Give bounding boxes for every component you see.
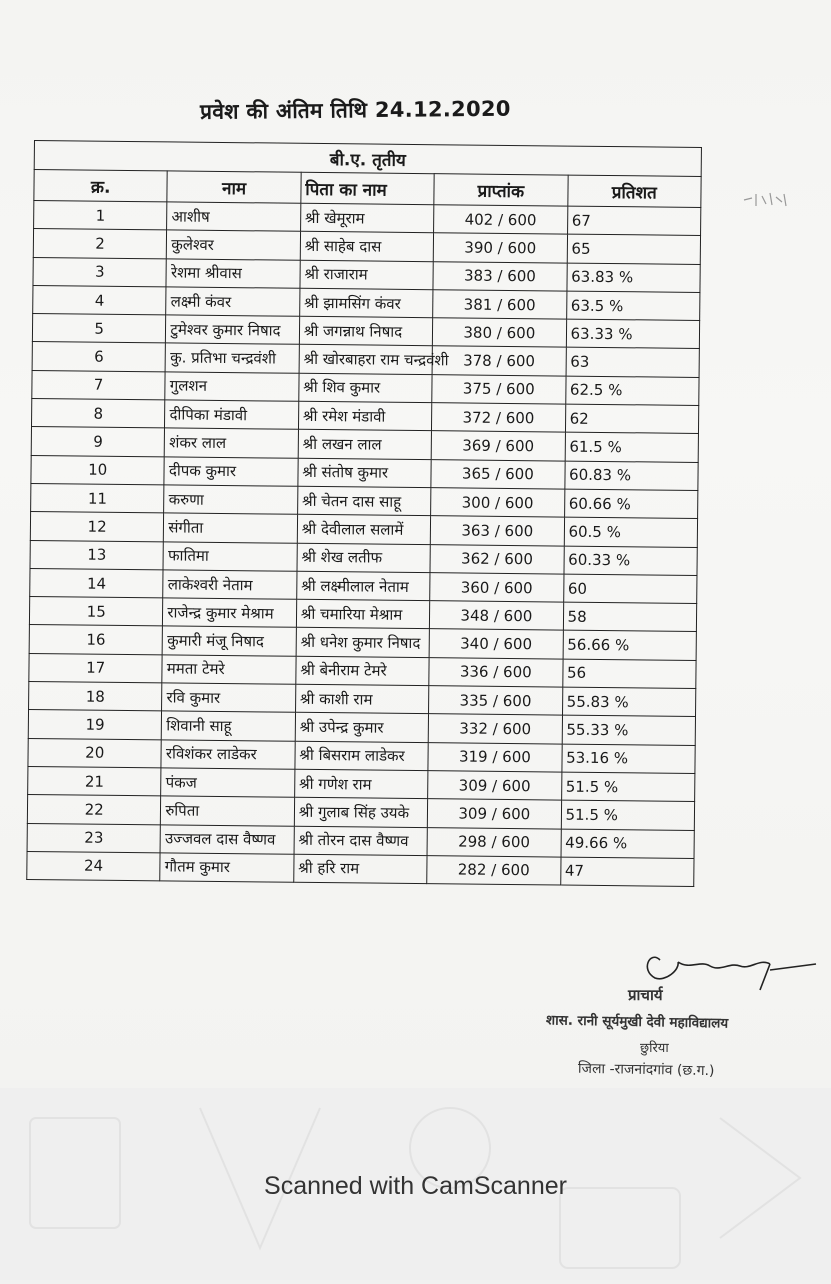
marks-cell: 340 / 600	[429, 629, 563, 659]
percent-cell: 51.5 %	[561, 800, 695, 830]
marks-cell: 332 / 600	[428, 714, 562, 744]
marks-cell: 383 / 600	[433, 261, 567, 291]
percent-cell: 62	[565, 404, 699, 434]
marks-cell: 365 / 600	[431, 459, 565, 489]
father-name-cell: श्री गुलाब सिंह उयके	[294, 797, 428, 827]
name-cell: दीपक कुमार	[164, 457, 298, 487]
name-cell: रवि कुमार	[162, 683, 296, 713]
father-name-cell: श्री साहेब दास	[300, 232, 434, 262]
name-cell: लाकेश्वरी नेताम	[163, 570, 297, 600]
marks-cell: 360 / 600	[430, 573, 564, 603]
marks-cell: 300 / 600	[431, 488, 565, 518]
percent-cell: 65	[567, 234, 701, 264]
marks-cell: 309 / 600	[427, 799, 561, 829]
serial-cell: 14	[30, 568, 164, 598]
father-name-cell: श्री तोरन दास वैष्णव	[294, 826, 428, 856]
name-cell: रुपिता	[161, 796, 295, 826]
margin-scribble-mark	[742, 188, 790, 210]
name-cell: गौतम कुमार	[160, 853, 294, 883]
marks-cell: 282 / 600	[427, 855, 561, 885]
header-marks: प्राप्तांक	[434, 174, 568, 206]
header-father-name: पिता का नाम	[301, 172, 435, 204]
name-cell: रविशंकर लाडेकर	[161, 740, 295, 770]
name-cell: शिवानी साहू	[162, 711, 296, 741]
serial-cell: 3	[33, 257, 167, 287]
serial-cell: 19	[28, 710, 162, 740]
father-name-cell: श्री शेख लतीफ	[297, 543, 431, 573]
percent-cell: 67	[567, 206, 701, 236]
name-cell: संगीता	[164, 513, 298, 543]
name-cell: कुमारी मंजू निषाद	[163, 626, 297, 656]
serial-cell: 1	[34, 201, 168, 231]
serial-cell: 9	[31, 427, 165, 457]
merit-list-table-container	[26, 140, 702, 887]
father-name-cell: श्री लखन लाल	[298, 430, 432, 460]
name-cell: आशीष	[167, 202, 301, 232]
marks-cell: 402 / 600	[434, 205, 568, 235]
percent-cell: 53.16 %	[561, 744, 695, 774]
father-name-cell: श्री संतोष कुमार	[298, 458, 432, 488]
father-name-cell: श्री जगन्नाथ निषाद	[299, 316, 433, 346]
marks-cell: 335 / 600	[429, 686, 563, 716]
father-name-cell: श्री उपेन्द्र कुमार	[295, 713, 429, 743]
marks-cell: 372 / 600	[432, 403, 566, 433]
father-name-cell: श्री राजाराम	[300, 260, 434, 290]
percent-cell: 60.66 %	[564, 489, 698, 519]
percent-cell: 60.5 %	[564, 517, 698, 547]
father-name-cell: श्री हरि राम	[294, 854, 428, 884]
father-name-cell: श्री रमेश मंडावी	[298, 401, 432, 431]
name-cell: पंकज	[161, 768, 295, 798]
name-cell: उज्जवल दास वैष्णव	[160, 824, 294, 854]
name-cell: फातिमा	[163, 541, 297, 571]
name-cell: करुणा	[164, 485, 298, 515]
percent-cell: 60	[563, 574, 697, 604]
percent-cell: 55.83 %	[562, 687, 696, 717]
serial-cell: 22	[27, 795, 161, 825]
serial-cell: 21	[28, 766, 162, 796]
percent-cell: 63	[566, 348, 700, 378]
serial-cell: 15	[29, 597, 163, 627]
serial-cell: 20	[28, 738, 162, 768]
serial-cell: 23	[27, 823, 161, 853]
merit-list-table	[26, 140, 702, 887]
marks-cell: 309 / 600	[428, 771, 562, 801]
name-cell: रेशमा श्रीवास	[166, 258, 300, 288]
header-serial: क्र.	[34, 170, 168, 202]
table-body	[27, 201, 701, 887]
serial-cell: 13	[30, 540, 164, 570]
serial-cell: 5	[32, 314, 166, 344]
marks-cell: 362 / 600	[430, 544, 564, 574]
serial-cell: 24	[27, 851, 161, 881]
percent-cell: 56	[562, 659, 696, 689]
percent-cell: 60.33 %	[564, 546, 698, 576]
header-percent: प्रतिशत	[567, 175, 701, 207]
father-name-cell: श्री शिव कुमार	[299, 373, 433, 403]
principal-title: प्राचार्य	[628, 986, 663, 1004]
father-name-cell: श्री लक्ष्मीलाल नेताम	[296, 571, 430, 601]
father-name-cell: श्री झामसिंग कंवर	[299, 288, 433, 318]
serial-cell: 2	[33, 229, 167, 259]
page-title: प्रवेश की अंतिम तिथि 24.12.2020	[199, 96, 511, 124]
serial-cell: 8	[31, 399, 165, 429]
percent-cell: 63.83 %	[567, 263, 701, 293]
percent-cell: 63.5 %	[566, 291, 700, 321]
serial-cell: 12	[30, 512, 164, 542]
footer-text: Scanned with CamScanner	[264, 1172, 567, 1200]
name-cell: कु. प्रतिभा चन्द्रवंशी	[165, 343, 299, 373]
percent-cell: 58	[563, 602, 697, 632]
father-name-cell: श्री खेमूराम	[300, 203, 434, 233]
percent-cell: 55.33 %	[562, 715, 696, 745]
name-cell: टुमेश्वर कुमार निषाद	[166, 315, 300, 345]
percent-cell: 49.66 %	[561, 829, 695, 859]
name-cell: कुलेश्वर	[167, 230, 301, 260]
name-cell: शंकर लाल	[165, 428, 299, 458]
header-name: नाम	[167, 171, 301, 203]
percent-cell: 61.5 %	[565, 432, 699, 462]
percent-cell: 56.66 %	[563, 631, 697, 661]
marks-cell: 378 / 600	[432, 346, 566, 376]
name-cell: गुलशन	[165, 372, 299, 402]
percent-cell: 60.83 %	[564, 461, 698, 491]
serial-cell: 4	[33, 285, 167, 315]
name-cell: दीपिका मंडावी	[165, 400, 299, 430]
serial-cell: 11	[31, 483, 165, 513]
marks-cell: 380 / 600	[433, 318, 567, 348]
serial-cell: 7	[32, 370, 166, 400]
serial-cell: 16	[29, 625, 163, 655]
percent-cell: 47	[560, 857, 694, 887]
father-name-cell: श्री काशी राम	[295, 684, 429, 714]
marks-cell: 369 / 600	[431, 431, 565, 461]
college-place: छुरिया	[640, 1041, 669, 1056]
father-name-cell: श्री बेनीराम टेमरे	[296, 656, 430, 686]
serial-cell: 6	[32, 342, 166, 372]
class-name: बी.ए. तृतीय	[34, 141, 701, 177]
marks-cell: 375 / 600	[432, 374, 566, 404]
marks-cell: 390 / 600	[433, 233, 567, 263]
serial-cell: 10	[31, 455, 165, 485]
father-name-cell: श्री चेतन दास साहू	[297, 486, 431, 516]
serial-cell: 18	[29, 682, 163, 712]
name-cell: ममता टेमरे	[162, 655, 296, 685]
father-name-cell: श्री खोरबाहरा राम चन्द्रवंशी	[299, 345, 433, 375]
marks-cell: 381 / 600	[433, 290, 567, 320]
father-name-cell: श्री चमारिया मेश्राम	[296, 599, 430, 629]
marks-cell: 319 / 600	[428, 742, 562, 772]
father-name-cell: श्री गणेश राम	[294, 769, 428, 799]
marks-cell: 336 / 600	[429, 657, 563, 687]
percent-cell: 51.5 %	[561, 772, 695, 802]
name-cell: लक्ष्मी कंवर	[166, 287, 300, 317]
college-district: जिला -राजनांदगांव (छ.ग.)	[577, 1060, 715, 1080]
percent-cell: 62.5 %	[565, 376, 699, 406]
college-name: शास. रानी सूर्यमुखी देवी महाविद्यालय	[545, 1012, 729, 1032]
father-name-cell: श्री बिसराम लाडेकर	[295, 741, 429, 771]
serial-cell: 17	[29, 653, 163, 683]
father-name-cell: श्री देवीलाल सलामें	[297, 515, 431, 545]
percent-cell: 63.33 %	[566, 319, 700, 349]
marks-cell: 363 / 600	[430, 516, 564, 546]
father-name-cell: श्री धनेश कुमार निषाद	[296, 628, 430, 658]
name-cell: राजेन्द्र कुमार मेश्राम	[163, 598, 297, 628]
marks-cell: 298 / 600	[427, 827, 561, 857]
marks-cell: 348 / 600	[430, 601, 564, 631]
